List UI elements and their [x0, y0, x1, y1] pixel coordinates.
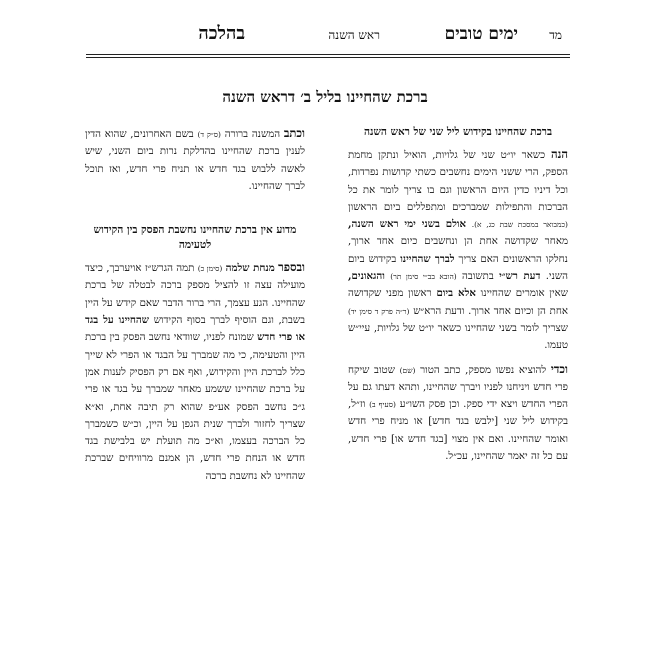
citation: (סימן כ)	[197, 264, 223, 274]
left-column	[85, 125, 305, 635]
chapter-name: בהלכה	[198, 23, 245, 44]
lead-word: וכדי	[550, 361, 568, 376]
citation: (שם)	[399, 365, 416, 375]
page-number: מד	[549, 28, 562, 42]
text-run: וז״ל, בקידוש ליל שני [ילבש בגד חדש] או מניח פרי חדש ואומר שהחיינו. ואם אין מצוי [בגד חדש או] פרי חדש, עם כל זה יאמר שהחיינו, עכ״ל.	[348, 399, 568, 463]
citation: (סעיף ב)	[369, 400, 396, 410]
lead-word: הנה	[551, 147, 568, 161]
text-run: בשם האחרונים, שהוא הדין לענין ברכת שהחיינו בהדלקת נרות ביום השני, שיש לאשה ללבוש בגד חדש או תניח פרי חדש, ואז תוכל לברך שהחיינו.	[85, 129, 305, 192]
text-run: המשנה ברורה	[224, 129, 281, 140]
emphasis: אלא ביום	[436, 287, 476, 300]
text-run: בתשובה	[462, 271, 494, 283]
text-run: מאחר שקדושה אחת הן ונחשבים כיום אחד ארוך, נחלקו הראשונים האם צריך	[348, 236, 568, 265]
paragraph	[85, 259, 305, 485]
emphasis: והגאונים,	[348, 270, 385, 283]
lead-word: וכתב	[283, 126, 305, 140]
text-run: שצריך לומר בשני שהחיינו כשאר יו״ט של גלויות, עיי״ש טעמו.	[348, 322, 568, 352]
emphasis: שהחיינו על בגד או פרי חדש	[85, 314, 305, 344]
citation: (ר״ה פרק ד סימן יד)	[348, 306, 410, 316]
text-run: שמונח לפניו, שוודאי נחשב הפסק בין ברכת היין והטעימה, כי מה שמברך על הבגד או הפרי לא שייך כלל לברכת היין והקידוש, ואף אם רק הפסיק לענות אמן על ברכת שהחיינו ששמע מאחר שמברך על בגד או פרי ג״כ נחשב הפסק אע״פ שהוא רק תיבה אחת, וא״א שצריך לחזור ולברך שנית הגפן על היין, וכ״ש כשמברך כל הברכה בעצמו, וא״כ מה תועלת יש בלבישת בגד חדש או הנחת פרי חדש, הן אמנם מרוויחים שברכת שהחיינו לא נחשבת ברכה	[85, 332, 305, 482]
header-rule-top	[86, 54, 570, 55]
emphasis: דעת רש״י	[499, 270, 541, 283]
text-run: שאין אומרים שהחיינו	[480, 288, 568, 300]
left-column-heading: מדוע אין ברכת שהחיינו נחשבת הפסק בין הקידוש לטעימה	[93, 224, 297, 252]
paragraph	[85, 125, 305, 195]
text-run: כשאר יו״ט שני של גלויות, הואיל ונתקן מחמת הספק, הרי ששני הימים נחשבים כשתי קדושות נפרדות, וכל דיניו כדין היום הראשון וגם בו צריך לומר את כל הברכות והתפילות שמברכים ומתפללים ביום הראשון	[348, 150, 568, 213]
text-run: להוציא נפשו מספק, כתב הטור	[420, 364, 547, 376]
paragraph	[348, 361, 568, 466]
lead-word: ובספר	[278, 260, 305, 275]
right-column-heading: ברכת שהחיינו בקידוש ליל שני של ראש השנה	[363, 126, 553, 138]
page-title: ברכת שהחיינו בליל ב׳ דראש השנה	[222, 88, 428, 106]
text-run: בקידוש ביום השני.	[348, 253, 568, 283]
citation: (הובא בב״י סימן תר)	[390, 272, 457, 282]
citation: (כמבואר במסכת שבת כג, א).	[471, 220, 568, 230]
paragraph	[348, 146, 568, 355]
emphasis: אולם בשני ימי ראש השנה,	[348, 218, 467, 231]
text-run: ראשון מפני שקדושה אחת הן וכיום אחד ארוך. ודעת הרא״ש	[348, 288, 568, 317]
header-rule-bottom	[86, 57, 570, 58]
book-title: ימים טובים	[444, 24, 518, 44]
right-column	[348, 125, 568, 635]
running-header	[0, 22, 650, 52]
citation: (ס״ק ד)	[197, 130, 221, 139]
book-name: מנחת שלמה	[225, 262, 275, 275]
text-run: תמה הגרש״ז אויערבך, כיצד מועילה עצה זו להציל מספק ברכה לבטלה של ברכת שהחיינו. הגע עצמך, הרי ברור הדבר שאם קידש על היין בשבת, וגם הוסיף לברך בסוף הקידוש	[85, 263, 305, 327]
section-name: ראש השנה	[328, 28, 380, 42]
emphasis: לברך שהחיינו	[400, 252, 455, 265]
text-run: שטוב שיקח פרי חדש ויניחנו לפניו ויברך שהחיינו, ותהא דעתו גם על הפרי החדש ויצא ידי ספק. וכן פסק השו״ע	[348, 364, 568, 411]
